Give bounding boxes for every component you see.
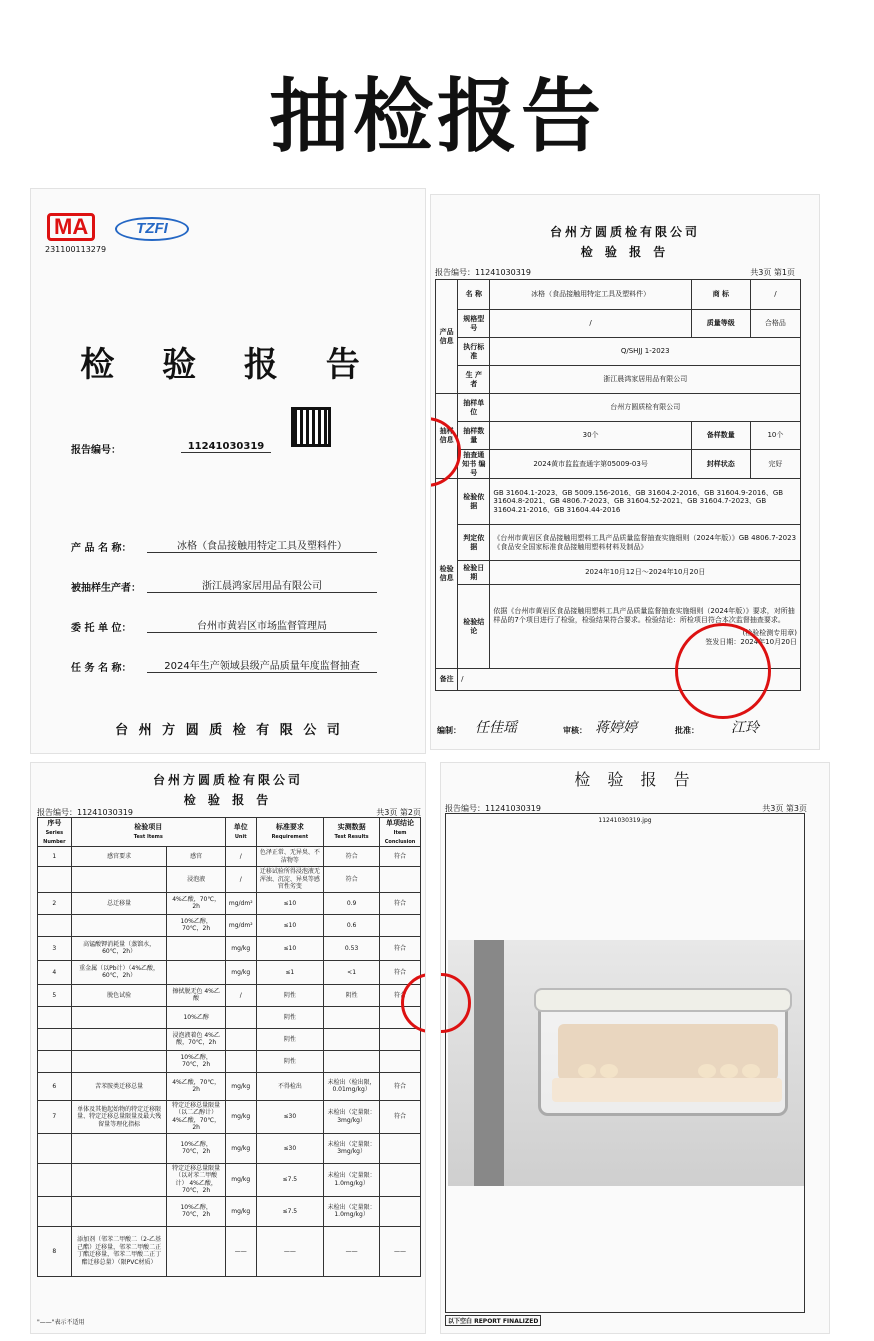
requirement: 阴性 [256,1028,324,1050]
col-header-en: Item Conclusion [384,829,416,845]
col-header-en: Series Number [43,829,66,845]
report-no: 报告编号：11241030319 [37,808,133,817]
cover-row-value: 冰格（食品接触用特定工具及塑料件） [147,537,377,553]
cell-value: 10个 [750,422,800,450]
test-sub-item: 10%乙醇，70℃，2h [167,1133,225,1163]
table-row [38,1226,421,1276]
col-header-en: Requirement [271,834,309,841]
unit: mg/kg [225,1072,256,1100]
group-label: 产品信息 [436,280,458,394]
row-number: 7 [38,1100,72,1133]
col-header-text: 标准要求 [275,823,304,832]
col-header-text: 实测数据 [337,823,366,832]
item-conclusion [380,1163,421,1196]
test-item: 高锰酸钾消耗量（蒸馏水，60℃，2h） [71,936,167,960]
table-row [38,1196,421,1226]
col-header-text: 单位 [233,823,248,832]
test-result: <1 [324,960,380,984]
item-conclusion: 符合 [380,1072,421,1100]
test-sub-item [167,936,225,960]
cma-number: 231100113279 [45,245,107,254]
test-sub-item [167,960,225,984]
report-no: 报告编号：11241030319 [435,268,531,277]
report-no: 11241030319 [181,441,271,453]
test-result: 未检出（定量限：3mg/kg） [324,1133,380,1163]
red-inspection-stamp [675,623,771,719]
cell-value: / [750,280,800,310]
cell-value: 浙江晨鸿家居用品有限公司 [490,366,801,394]
item-conclusion: 符合 [380,936,421,960]
cell-label: 名 称 [458,280,490,310]
test-item: 苦苯胺类迁移总量 [71,1072,167,1100]
test-result: 未检出（定量限：3mg/kg） [324,1100,380,1133]
report-page-3 [440,762,830,1334]
requirement: 阴性 [256,1006,324,1028]
cell-label: 执行标准 [458,338,490,366]
cell-label: 判定依据 [458,525,490,561]
test-item: 重金属（以Pb计）（4%乙酸，60℃，2h） [71,960,167,984]
test-sub-item: 4%乙酸，70℃，2h [167,1072,225,1100]
item-conclusion [380,914,421,936]
row-number [38,1133,72,1163]
item-conclusion: 符合 [380,960,421,984]
test-result: 0.53 [324,936,380,960]
row-number: 4 [38,960,72,984]
col-header-text: 单项结论 [386,819,415,827]
cell-label: 备注 [436,669,458,691]
test-item [71,1163,167,1196]
row-number: 6 [38,1072,72,1100]
requirement: 阴性 [256,984,324,1006]
report-no-label: 报告编号： [71,445,121,456]
page-title: 检 验 报 告 [183,793,273,807]
photo-filename: 11241030319.jpg [598,817,652,824]
test-sub-item: 10%乙醇，70℃，2h [167,1196,225,1226]
requirement: 阴性 [256,1050,324,1072]
test-item [71,1133,167,1163]
cell-label: 封样状态 [691,450,750,479]
unit: mg/kg [225,960,256,984]
test-sub-item: 浸泡液 [167,867,225,893]
test-item: 感官要求 [71,847,167,867]
table-row [38,1133,421,1163]
col-header [324,818,380,847]
unit: / [225,847,256,867]
tzfi-logo: TZFI [115,217,189,241]
report-cover-page [30,188,426,754]
page-number: 共3页 第3页 [762,804,807,813]
ice-cube [698,1064,716,1078]
row-number: 8 [38,1226,72,1276]
group-label: 抽样信息 [436,394,458,479]
item-conclusion [380,1196,421,1226]
table-row [38,867,421,893]
page-number: 共3页 第2页 [376,808,421,817]
row-number [38,1050,72,1072]
item-conclusion: 符合 [380,847,421,867]
test-result: 0.6 [324,914,380,936]
test-item: 添加剂（邻苯二甲酸二（2-乙基己酯）迁移量，邻苯二甲酸二正丁酯迁移量，邻苯二甲酸二正丁酯迁移总量）（限PVC材质） [71,1226,167,1276]
unit: mg/kg [225,1133,256,1163]
table-row [38,1100,421,1133]
test-result: 0.9 [324,892,380,914]
cell-label: 规格型号 [458,310,490,338]
ice-cube [578,1064,596,1078]
col-header-en: Test Items [133,834,163,841]
cell-value: 台州方圆质检有限公司 [490,394,801,422]
test-item [71,1028,167,1050]
test-result: 未检出（检出限，0.01mg/kg） [324,1072,380,1100]
requirement: 迁移试验所得浸泡液无浑浊、沉淀、异臭等感官性劣变 [256,867,324,893]
requirement: ≤10 [256,936,324,960]
cover-footer-company: 台 州 方 圆 质 检 有 限 公 司 [115,723,343,738]
unit: mg/kg [225,936,256,960]
col-header [38,818,72,847]
cell-label: 商 标 [691,280,750,310]
col-header [380,818,421,847]
test-sub-item: 4%乙酸，70℃，2h [167,892,225,914]
cell-value: 冰格（食品接触用特定工具及塑料件） [490,280,691,310]
test-item: 单体及其他起始物的特定迁移限量、特定迁移总量限量及最大残留量等理化指标 [71,1100,167,1133]
row-number: 2 [38,892,72,914]
unit [225,1028,256,1050]
col-header-en: Unit [234,834,247,841]
unit: mg/kg [225,1100,256,1133]
ice-tray-base [552,1078,782,1102]
item-conclusion [380,1050,421,1072]
cover-row-label: 被抽样生产者： [71,583,141,594]
test-result: 符合 [324,847,380,867]
cell-value: / [458,669,801,691]
requirement: —— [256,1226,324,1276]
col-header [225,818,256,847]
item-conclusion: 符合 [380,1100,421,1133]
test-result: 未检出（定量限：1.0mg/kg） [324,1196,380,1226]
item-conclusion [380,867,421,893]
approve-signature: 江玲 [731,720,759,736]
photo-frame [445,813,805,1313]
report-no: 报告编号：11241030319 [445,804,541,813]
cell-label: 检验日期 [458,561,490,585]
editor-label: 编制： [437,726,461,735]
table-row [38,1006,421,1028]
group-label: 检验信息 [436,479,458,669]
unit: / [225,867,256,893]
cell-value: GB 31604.1-2023、GB 5009.156-2016、GB 31604.2-2016、GB 31604.9-2016、GB 31604.8-2021、GB 4806.7-2023、GB 31604.52-2021、GB 31604.7-2023、GB 31604.21-2016、GB 31604.44-2016 [490,479,801,525]
report-finalized: 以下空白 REPORT FINALIZED [445,1315,541,1326]
row-number: 3 [38,936,72,960]
ice-cube [600,1064,618,1078]
test-result [324,1006,380,1028]
test-item [71,1006,167,1028]
cover-row-value: 2024年生产领域县级产品质量年度监督抽查 [147,657,377,673]
table-row [38,1072,421,1100]
test-result [324,1028,380,1050]
cell-label: 抽样数量 [458,422,490,450]
table-row [38,914,421,936]
cover-row-value: 浙江晨鸿家居用品有限公司 [147,577,377,593]
unit: mg/dm² [225,914,256,936]
cell-label: 抽样单位 [458,394,490,422]
table-row [38,892,421,914]
row-number [38,1006,72,1028]
cell-label: 质量等级 [691,310,750,338]
cell-value: 完好 [750,450,800,479]
requirement: ≤10 [256,914,324,936]
test-sub-item: 特定迁移总量限量（以对苯二甲酸计） 4%乙酸，70℃，2h [167,1163,225,1196]
footnote: "——"表示不适用 [37,1319,85,1326]
approve-label: 批准： [675,726,699,735]
review-signature: 蒋婷婷 [595,720,637,736]
item-conclusion: 符合 [380,984,421,1006]
cover-row-value: 台州市黄岩区市场监督管理局 [147,617,377,633]
table-row [38,1028,421,1050]
requirement: 色泽正常、无异臭、不洁物等 [256,847,324,867]
test-sub-item: 感官 [167,847,225,867]
unit: mg/dm² [225,892,256,914]
requirement: ≤7.5 [256,1196,324,1226]
ruler-graphic [474,940,504,1186]
test-result: 未检出（定量限：1.0mg/kg） [324,1163,380,1196]
page-title: 检 验 报 告 [580,245,670,259]
test-sub-item: 10%乙醇，70℃，2h [167,914,225,936]
row-number [38,867,72,893]
cell-label: 备样数量 [691,422,750,450]
test-sub-item [167,1226,225,1276]
table-row [38,1163,421,1196]
report-page-1 [430,194,820,750]
conclusion-text: 依据《台州市黄岩区食品接触用塑料工具产品质量监督抽查实施细则（2024年版）》要求，对所抽样品的7个项目进行了检验，检验结果符合要求。检验结论：所检项目符合本次监督抽查要求。 [493,607,795,624]
row-number [38,1163,72,1196]
ice-cube [742,1064,760,1078]
cell-label: 检验依据 [458,479,490,525]
company-name: 台州方圆质检有限公司 [152,773,303,787]
row-number [38,914,72,936]
page-title: 检 验 报 告 [574,770,696,789]
unit [225,1050,256,1072]
cell-value: 《台州市黄岩区食品接触用塑料工具产品质量监督抽查实施细则（2024年版）》GB 4806.7-2023《食品安全国家标准食品接触用塑料材料及制品》 [490,525,801,561]
product-photo [448,940,804,1186]
ice-cube [720,1064,738,1078]
qr-code-icon [291,407,331,447]
row-number [38,1028,72,1050]
company-name: 台州方圆质检有限公司 [549,225,700,239]
cell-value: Q/SHJJ 1-2023 [490,338,801,366]
cover-title: 检 验 报 告 [80,345,378,385]
test-sub-item: 10%乙醇，70℃，2h [167,1050,225,1072]
unit [225,1006,256,1028]
table-row [38,847,421,867]
cell-value: / [490,310,691,338]
cell-value: 合格品 [750,310,800,338]
col-header [71,818,225,847]
review-label: 审核： [563,726,587,735]
page-headline: 抽检报告 [269,70,605,163]
row-number: 1 [38,847,72,867]
cover-row-label: 任 务 名 称： [71,663,132,674]
requirement: 不得检出 [256,1072,324,1100]
unit: mg/kg [225,1196,256,1226]
cell-value: 2024年10月12日～2024年10月20日 [490,561,801,585]
test-sub-item: 擦拭脱无色 4%乙酸 [167,984,225,1006]
table-row [38,936,421,960]
test-result: 符合 [324,867,380,893]
item-conclusion [380,1028,421,1050]
test-sub-item: 浸泡液着色 4%乙酸，70℃，2h [167,1028,225,1050]
table-row [38,1050,421,1072]
unit: mg/kg [225,1163,256,1196]
cell-label: 抽查通知书 编 号 [458,450,490,479]
test-result: —— [324,1226,380,1276]
test-result: 阴性 [324,984,380,1006]
test-item: 总迁移量 [71,892,167,914]
ice-tray-lid [534,988,792,1012]
test-item [71,867,167,893]
results-table [37,817,421,1277]
test-item: 脱色试验 [71,984,167,1006]
col-header-text: 检验项目 [134,823,163,832]
col-header-text: 序号 [47,819,62,827]
page-number: 共3页 第1页 [750,268,795,277]
item-conclusion [380,1133,421,1163]
editor-signature: 任佳瑶 [475,720,517,736]
stamp-caption: (检验检测专用章) [742,628,797,637]
requirement: ≤7.5 [256,1163,324,1196]
col-header [256,818,324,847]
test-item [71,914,167,936]
test-sub-item: 特定迁移总量限量（以二乙醇计） 4%乙酸，70℃，2h [167,1100,225,1133]
test-item [71,1050,167,1072]
test-result [324,1050,380,1072]
unit: —— [225,1226,256,1276]
cover-row-label: 委 托 单 位： [71,623,132,634]
col-header-en: Test Results [334,834,369,841]
row-number [38,1196,72,1226]
requirement: ≤1 [256,960,324,984]
cell-label: 生 产 者 [458,366,490,394]
sign-date: 签发日期：2024年10月20日 [705,637,797,646]
table-row [38,984,421,1006]
item-conclusion: 符合 [380,892,421,914]
row-number: 5 [38,984,72,1006]
table-row [38,960,421,984]
cell-value: 30个 [490,422,691,450]
unit: / [225,984,256,1006]
requirement: ≤30 [256,1100,324,1133]
test-sub-item: 10%乙醇 [167,1006,225,1028]
report-page-2 [30,762,426,1334]
cell-value: 2024黄市监监查通字第05009-03号 [490,450,691,479]
cell-label: 检验结论 [458,585,490,669]
cover-row-label: 产 品 名 称： [71,543,132,554]
test-item [71,1196,167,1226]
requirement: ≤10 [256,892,324,914]
requirement: ≤30 [256,1133,324,1163]
item-conclusion: —— [380,1226,421,1276]
cma-logo: MA [47,213,95,241]
